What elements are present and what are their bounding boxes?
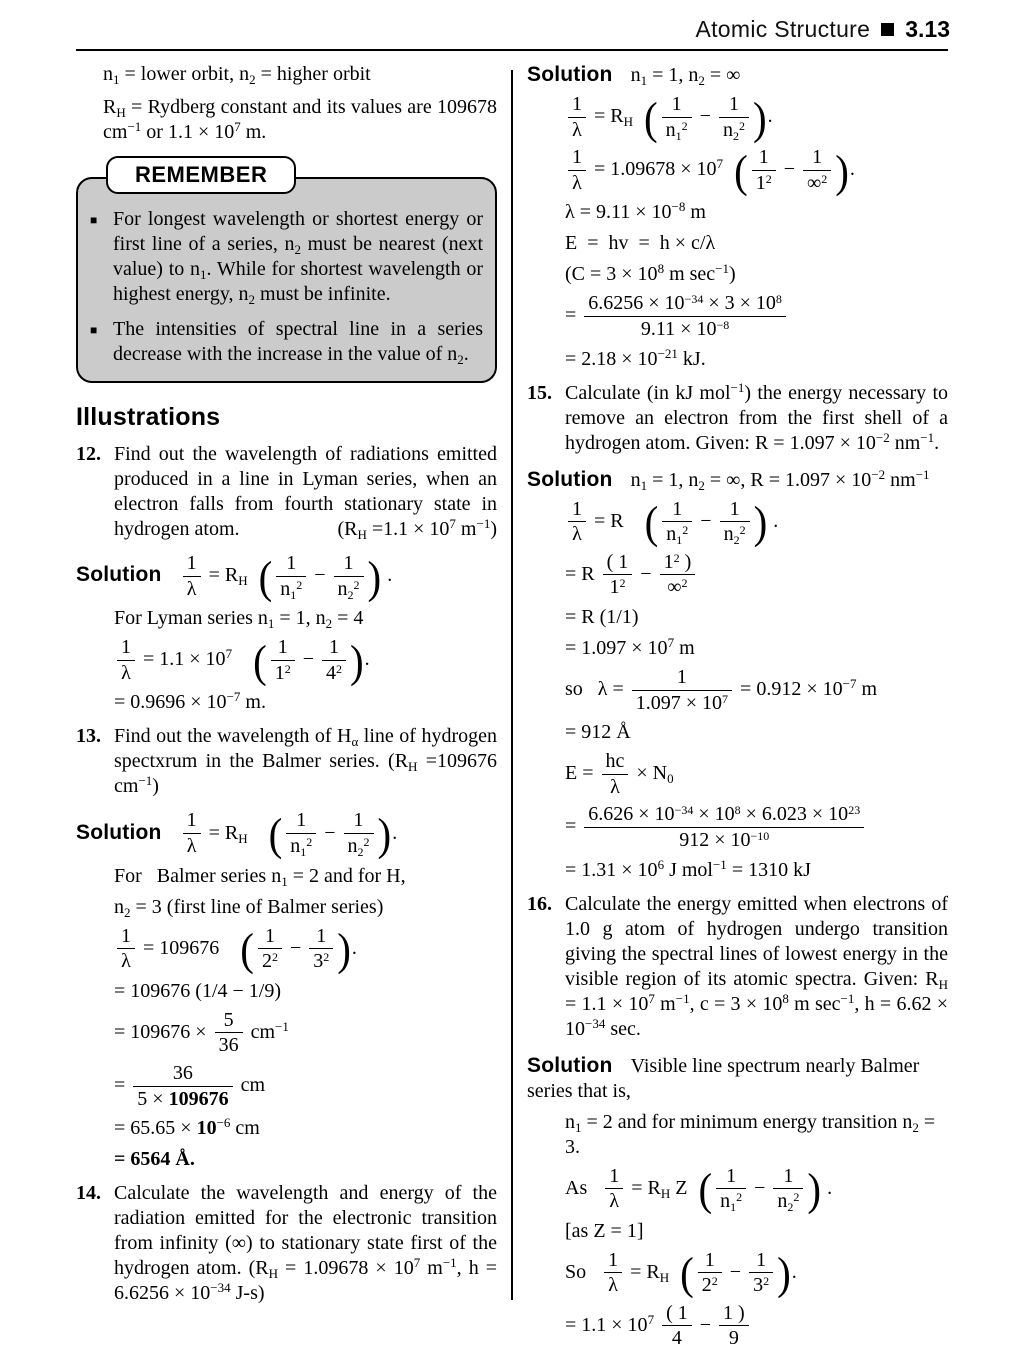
fraction-denominator: λ [609, 1190, 620, 1213]
fraction-numerator: 1 [632, 667, 732, 691]
fraction-numerator: 1 [271, 637, 295, 661]
solution-label: Solution [527, 63, 613, 86]
fraction-denominator: 4 [671, 1327, 682, 1350]
subscript: 2 [357, 844, 364, 859]
fraction [584, 293, 786, 340]
fraction [719, 1303, 749, 1350]
remember-bullet [88, 207, 483, 307]
column-divider [511, 70, 513, 1300]
solution-label: Solution [527, 1053, 613, 1077]
equation: $n_2 = 3$ (first line of Balmer series) [114, 895, 384, 920]
superscript: 7 [449, 516, 456, 531]
fraction [568, 147, 586, 194]
superscript: 2 [673, 550, 680, 565]
solution-block [527, 467, 948, 493]
fraction-denominator: λ [572, 118, 582, 141]
subscript: 1 [281, 873, 288, 889]
subscript: 2 [457, 352, 464, 367]
fraction-numerator: 1 [698, 1250, 722, 1274]
superscript: 7 [413, 1255, 421, 1271]
header-square-icon [881, 23, 894, 36]
equation: = 109676 (1/4 − 1/9) [114, 979, 281, 1002]
fraction-numerator: 1 [309, 926, 333, 950]
fraction-numerator: $1^2$ ) [660, 552, 696, 576]
bold-text: = 6564 Å. [114, 1148, 195, 1171]
superscript: 8 [657, 261, 665, 277]
subscript: H [659, 1269, 670, 1285]
fraction [698, 1250, 722, 1297]
chapter-title: Atomic Structure [695, 16, 871, 42]
fraction [215, 1010, 243, 1057]
subscript: α [351, 734, 359, 750]
fraction-denominator: ∞$^2$ [667, 576, 688, 599]
subscript: 2 [732, 128, 739, 143]
fraction-denominator: λ [572, 523, 582, 546]
fraction-denominator: $912 \times 10^{-10}$ [679, 828, 770, 851]
illustration-item [527, 892, 948, 1042]
fraction [749, 1250, 773, 1297]
equation: For Lyman series $n_1 = 1$, $n_2 = 4$ [114, 607, 364, 632]
superscript: 2 [306, 834, 313, 849]
fraction-denominator: $n_1^2$ [280, 577, 303, 602]
fraction-numerator: $6.6256 \times 10^{-34} \times 3 \times 10^8$ [584, 293, 786, 317]
subscript: 1 [199, 267, 207, 282]
equation: = $\frac{6.6256 \times 10^{-34} \times 3 \times 10^8}{9.11 \times 10^{-8}}$ [527, 293, 948, 340]
solution-content: $n_1 = 1$, $n_2$ = ∞, $R = 1.097 \times 10^{-2}$ $nm^{-1}$ [630, 466, 930, 493]
equation: = $2.18 \times 10^{-21}$ kJ. [565, 345, 706, 370]
fraction-denominator: $n_1^2$ [290, 834, 313, 859]
fraction-numerator: hc [602, 751, 629, 775]
subscript: H [238, 573, 248, 589]
equation: $\frac{1}{\lambda}$ = R ( $\frac{1}{n_1^2}$ − $\frac{1}{n_2^2}$ ) . [527, 499, 948, 546]
item-number: 16. [527, 892, 552, 915]
equation: = 109676 × $\frac{5}{36}$ $cm^{-1}$ [114, 1008, 289, 1057]
solution-block [527, 1053, 948, 1104]
equation: $n_1 = 2$ and for minimum energy transition $n_2 = 3$. [565, 1110, 936, 1158]
subscript: H [268, 1266, 278, 1282]
fraction-denominator: $2^2$ [261, 950, 278, 973]
fraction-denominator: $n_1^2$ [666, 523, 689, 548]
superscript: −8 [716, 317, 730, 332]
superscript: −1 [715, 261, 729, 277]
fraction-numerator: 1 [604, 1250, 622, 1274]
fraction-denominator: $1^2$ [274, 661, 291, 684]
superscript: 2 [336, 661, 342, 676]
fraction-denominator: $3^2$ [753, 1274, 770, 1297]
fraction-denominator: $n_2^2$ [722, 118, 745, 143]
solution-label: Solution [527, 467, 613, 491]
item-note: ($R_H =1.1 \times 10^7$ $m^{-1}$) [337, 516, 497, 542]
equation: E = hv = h × c/λ [565, 232, 716, 255]
fraction [334, 553, 364, 600]
fraction-numerator: 1 [183, 810, 201, 834]
equation: = 912 Å [565, 721, 631, 744]
item-text: Calculate the energy emitted when electrons of 1.0 g atom of hydrogen undergo transition giving the spectral lines of lowest energy in the visible region of its atomic spectra. Given: $R_H = 1.1 \times 10^7$ $m^{-1}$, $c = 3 \times 10^8$ m $\sec^{-1}$, $h = 6.62 \times 10^{-34}$ sec. [565, 892, 949, 1040]
subscript: 0 [667, 771, 674, 787]
superscript: 7 [225, 646, 233, 662]
remember-label: REMEMBER [106, 156, 296, 194]
solution-label: Solution [76, 563, 162, 587]
fraction-denominator: $n_2^2$ [777, 1190, 800, 1215]
subscript: 1 [676, 533, 683, 548]
bullet-square-icon: ■ [90, 323, 98, 337]
subscript: H [408, 759, 418, 775]
fraction [183, 553, 201, 600]
subscript: 2 [698, 73, 705, 88]
fraction-numerator: 1 [258, 926, 282, 950]
superscript: 7 [647, 1312, 655, 1328]
fraction-denominator: $n_2^2$ [347, 834, 370, 859]
bold-text: 10 [196, 1117, 217, 1140]
fraction [276, 553, 306, 600]
illustration-item [527, 381, 948, 456]
equation: = $65.65 \times 10^{-6}$ cm [114, 1115, 260, 1140]
fraction-denominator: $9.11 \times 10^{-8}$ [640, 317, 730, 340]
bold-text: 109676 [168, 1087, 229, 1110]
fraction-numerator: 1 [662, 94, 692, 118]
subscript: 2 [325, 616, 333, 632]
fraction [662, 1303, 692, 1350]
superscript: −1 [138, 773, 153, 789]
fraction-numerator: $6.626 \times 10^{-34} \times 10^8 \times 6.023 \times 10^{23}$ [584, 804, 864, 828]
fraction-numerator: 1 [720, 499, 750, 523]
subscript: 1 [675, 128, 682, 143]
fraction [584, 804, 864, 851]
bullet-text: For longest wavelength or shortest energy or first line of a series, $n_2$ must be nearest (next value) to $n_1$. While for shortest wavelength or highest energy, $n_2$ must be infinite. [113, 208, 484, 307]
fraction-numerator: 1 [716, 1166, 746, 1190]
superscript: 2 [284, 661, 291, 676]
illustration-item [76, 442, 497, 542]
equation: so λ = $\frac{1}{1.097 \times 10^7}$ = $0.912 \times 10^{-7}$ m [565, 665, 878, 714]
superscript: −8 [671, 199, 686, 215]
superscript: 7 [722, 691, 729, 706]
content-columns [76, 62, 948, 1356]
superscript: 2 [323, 950, 330, 965]
superscript: −1 [476, 516, 491, 531]
solution-label: Solution [76, 820, 162, 844]
fraction-numerator: 1 [719, 94, 749, 118]
equation: As $\frac{1}{\lambda}$ = $R_H$ Z ( $\frac{1}{n_1^2}$ − $\frac{1}{n_2^2}$ ) . [565, 1163, 833, 1215]
fraction-numerator: 1 [344, 810, 374, 834]
superscript: 2 [296, 577, 303, 592]
equation: $\frac{1}{\lambda}$ = $R_H$ ( $\frac{1}{n_1^2}$ − $\frac{1}{n_2^2}$ ). [527, 94, 948, 141]
fraction-numerator: 5 [215, 1010, 243, 1034]
fraction [720, 499, 750, 546]
superscript: 7 [648, 990, 655, 1006]
subscript: 1 [290, 587, 297, 602]
item-text: Calculate (in kJ mol$^{-1}$) the energy necessary to remove an electron from the first shell of a hydrogen atom. Given: $R = 1.097 \times 10^{-2}$ $nm^{-1}$. [565, 379, 948, 454]
fraction-numerator: 1 [322, 637, 346, 661]
superscript: 2 [763, 1274, 770, 1289]
illustration-item [76, 724, 497, 799]
superscript: 2 [353, 577, 360, 592]
subscript: 2 [698, 477, 705, 493]
fraction [286, 810, 316, 857]
illustration-item [76, 1181, 497, 1306]
superscript: −2 [871, 466, 886, 482]
fraction-numerator: 1 [752, 147, 776, 171]
fraction-denominator: λ [572, 171, 582, 194]
fraction-numerator: 1 [276, 553, 306, 577]
equation: So $\frac{1}{\lambda}$ = $R_H$ ( $\frac{1}{2^2}$ − $\frac{1}{3^2}$ ). [565, 1247, 797, 1299]
fraction-denominator: $1.097 \times 10^7$ [635, 691, 729, 714]
solution-block [527, 62, 948, 88]
subscript: 1 [730, 1200, 737, 1215]
equation: = $1.097 \times 10^7$ m [565, 634, 695, 659]
subscript: 1 [267, 616, 275, 632]
fraction [632, 667, 732, 714]
superscript: 2 [619, 576, 626, 591]
superscript: −1 [920, 429, 935, 445]
superscript: −1 [275, 1018, 289, 1034]
fraction [662, 94, 692, 141]
superscript: −1 [915, 466, 930, 482]
fraction [117, 926, 135, 973]
solution-content: Visible line spectrum nearly Balmer series that is, [527, 1054, 920, 1102]
subscript: H [238, 830, 248, 846]
fraction-denominator: λ [121, 950, 131, 973]
subscript: 2 [733, 533, 740, 548]
fraction-numerator: ( 1 [603, 552, 633, 576]
subscript: 2 [248, 292, 256, 307]
fraction-denominator: ∞$^2$ [807, 171, 828, 194]
superscript: −7 [842, 676, 857, 692]
equation: $\lambda = 9.11 \times 10^{-8}$ m [565, 199, 706, 224]
item-number: 13. [76, 725, 101, 748]
superscript: 2 [271, 950, 278, 965]
subscript: 2 [249, 72, 256, 87]
superscript: −2 [875, 429, 890, 445]
solution-block [76, 808, 497, 860]
fraction-numerator: 1 [605, 1166, 623, 1190]
header-rule [76, 49, 948, 51]
superscript: 2 [711, 1274, 718, 1289]
paragraph: $n_1$ = lower orbit, $n_2$ = higher orbit [103, 63, 371, 87]
fraction [773, 1166, 803, 1213]
fraction-denominator: 9 [728, 1327, 739, 1350]
superscript: 2 [765, 171, 772, 186]
superscript: 2 [363, 834, 370, 849]
bullet-text: The intensities of spectral line in a series decrease with the increase in the value of $n_2$. [113, 318, 483, 367]
fraction-numerator: 1 [334, 553, 364, 577]
superscript: −1 [127, 119, 142, 134]
equation: ($C = 3 \times 10^8$ m $\sec^{-1}$) [565, 261, 736, 286]
fraction-denominator: $n_1^2$ [665, 118, 688, 143]
fraction [344, 810, 374, 857]
section-heading: Illustrations [76, 403, 221, 431]
fraction-numerator: 1 [568, 499, 586, 523]
fraction [662, 499, 692, 546]
subscript: 1 [640, 477, 648, 493]
superscript: 2 [682, 523, 689, 538]
fraction-denominator: $2^2$ [701, 1274, 718, 1297]
subscript: H [938, 976, 948, 992]
fraction [271, 637, 295, 684]
fraction-denominator: λ [121, 661, 131, 684]
fraction-numerator: 1 [286, 810, 316, 834]
superscript: 2 [738, 118, 745, 133]
equation: = R (1/1) [565, 605, 639, 628]
fraction [605, 1166, 623, 1213]
fraction-denominator: $1^2$ [609, 576, 626, 599]
fraction-denominator: λ [186, 834, 197, 857]
superscript: −1 [712, 856, 727, 872]
page-number: 3.13 [905, 16, 950, 42]
item-number: 12. [76, 443, 101, 465]
superscript: −1 [442, 1255, 457, 1271]
fraction [258, 926, 282, 973]
fraction-denominator: $3^2$ [313, 950, 330, 973]
fraction-denominator: $n_2^2$ [723, 523, 746, 548]
subscript: 2 [787, 1200, 794, 1215]
item-text: Find out the wavelength of radiations emitted produced in a line in Lyman series, when an electron falls from fourth stationary state in hydrogen atom. ($R_H =1.1 \times 10^7$ $m^{-1}$) [114, 443, 497, 542]
superscript: 2 [681, 576, 688, 591]
item-text: Calculate the wavelength and energy of the radiation emitted for the electronic transition from infinity (∞) to stationary state first of the hydrogen atom. ($R_H = 1.09678 \times 10^7$ $m^{-1}$, $h = 6.6256 \times 10^{-34}$ J-s) [114, 1182, 498, 1305]
fraction-denominator: 5 × 109676 [137, 1087, 229, 1110]
superscript: 2 [736, 1190, 743, 1205]
fraction [602, 751, 629, 798]
superscript: 2 [793, 1190, 800, 1205]
superscript: 8 [782, 990, 789, 1006]
fraction-numerator: 1 [803, 147, 831, 171]
solution-content: $\frac{1}{\lambda}$ = $R_H$ ( $\frac{1}{n_1^2}$ − $\frac{1}{n_2^2}$ ) . [180, 564, 393, 586]
fraction [752, 147, 776, 194]
paragraph: $R_H$ = Rydberg constant and its values are 109678 $cm^{-1}$ or $1.1 \times 10^7$ m. [103, 96, 497, 143]
fraction [322, 637, 346, 684]
fraction-denominator: $n_1^2$ [720, 1190, 743, 1215]
fraction [568, 94, 586, 141]
superscript: −1 [675, 990, 690, 1006]
fraction-numerator: 1 [183, 553, 201, 577]
solution-content: $n_1 = 1$, $n_2$ = ∞ [630, 64, 741, 88]
equation: = $1.1 \times 10^7$ $\frac{( 1}{4}$ − $\frac{1 )}{9}$ [527, 1303, 948, 1350]
subscript: H [623, 114, 634, 130]
fraction [603, 552, 633, 599]
fraction [117, 637, 135, 684]
fraction [660, 552, 696, 599]
superscript: −10 [750, 828, 770, 843]
subscript: 1 [575, 1119, 582, 1135]
superscript: −34 [585, 1015, 606, 1031]
fraction-denominator: λ [610, 775, 620, 798]
fraction-denominator: $4^2$ [326, 661, 342, 684]
solution-block [76, 553, 497, 600]
superscript: −1 [730, 379, 745, 395]
equation: $\frac{1}{\lambda}$ = $1.1 \times 10^7$ ( $\frac{1}{1^2}$ − $\frac{1}{4^2}$ ). [76, 637, 497, 684]
equation: [as Z = 1] [565, 1219, 644, 1242]
subscript: H [116, 105, 126, 120]
superscript: −34 [684, 292, 704, 307]
fraction-numerator: 36 [133, 1063, 232, 1087]
fraction-numerator: ( 1 [662, 1303, 692, 1327]
fraction-denominator: $1^2$ [755, 171, 772, 194]
fraction [183, 810, 201, 857]
superscript: 8 [734, 803, 741, 818]
fraction-numerator: 1 [117, 926, 135, 950]
superscript: 2 [681, 118, 688, 133]
remember-bullet [88, 317, 483, 367]
superscript: 7 [234, 119, 241, 134]
bullet-square-icon: ■ [90, 213, 98, 227]
fraction [803, 147, 831, 194]
fraction-numerator: 1 [568, 94, 586, 118]
subscript: 1 [640, 73, 648, 88]
superscript: 2 [739, 523, 746, 538]
superscript: 6 [657, 856, 665, 872]
equation: = $0.9696 \times 10^{-7}$ m. [114, 689, 266, 714]
subscript: H [357, 527, 367, 542]
fraction-denominator: $n_2^2$ [337, 577, 360, 602]
fraction-denominator: 36 [218, 1034, 239, 1057]
fraction-numerator: 1 [117, 637, 135, 661]
fraction [716, 1166, 746, 1213]
fraction [604, 1250, 622, 1297]
subscript: 1 [113, 72, 120, 87]
subscript: 2 [912, 1119, 919, 1135]
subscript: 2 [294, 242, 301, 257]
equation: E = $\frac{hc}{\lambda}$ × $N_0$ [565, 750, 674, 798]
superscript: 7 [716, 156, 724, 172]
fraction [309, 926, 333, 973]
superscript: −34 [674, 803, 694, 818]
left-column [76, 62, 497, 1356]
fraction-numerator: 1 ) [719, 1303, 749, 1327]
fraction-numerator: 1 [749, 1250, 773, 1274]
item-text: Find out the wavelength of $H_\alpha$ line of hydrogen spectxrum in the Balmer series. ($R_H =109676$ $cm^{-1}$) [114, 725, 497, 798]
equation: $\frac{1}{\lambda}$ = 109676 ( $\frac{1}{2^2}$ − $\frac{1}{3^2}$ ). [76, 926, 497, 973]
superscript: 2 [821, 171, 828, 186]
remember-box [76, 162, 497, 383]
superscript: 7 [667, 634, 675, 650]
equation: For Balmer series $n_1 = 2$ and for H, [114, 864, 406, 889]
item-number: 14. [76, 1182, 101, 1205]
fraction-numerator: 1 [568, 147, 586, 171]
page-header [695, 16, 950, 43]
item-number: 15. [527, 381, 552, 404]
fraction [568, 499, 586, 546]
right-column [527, 62, 948, 1356]
fraction [719, 94, 749, 141]
equation: $\frac{1}{\lambda}$ = $1.09678 \times 10^7$ ( $\frac{1}{1^2}$ − $\frac{1}{\infty^2}$ ). [527, 147, 948, 194]
superscript: −1 [840, 990, 855, 1006]
fraction-numerator: 1 [773, 1166, 803, 1190]
subscript: 1 [300, 844, 307, 859]
equation: = $1.31 \times 10^6$ J mol$^{-1}$ = 1310 kJ [565, 856, 811, 881]
subscript: 2 [124, 904, 131, 920]
superscript: −7 [226, 689, 241, 705]
solution-content: $\frac{1}{\lambda}$ = $R_H$ ( $\frac{1}{n_1^2}$ − $\frac{1}{n_2^2}$ ). [180, 822, 398, 844]
superscript: −6 [216, 1115, 231, 1131]
superscript: 23 [848, 803, 861, 818]
equation [76, 1147, 497, 1172]
superscript: −21 [657, 345, 678, 361]
fraction-denominator: λ [608, 1274, 618, 1297]
remember-list [88, 207, 483, 367]
subscript: 2 [347, 587, 354, 602]
superscript: 8 [775, 292, 782, 307]
equation: = R $\frac{( 1}{1^2}$ − $\frac{1^2 )}{\infty^2}$ [527, 552, 948, 599]
equation: = $\frac{36}{5 \times 109676}$ cm [114, 1061, 265, 1110]
fraction-denominator: λ [186, 577, 197, 600]
equation: = $\frac{6.626 \times 10^{-34} \times 10^8 \times 6.023 \times 10^{23}}{912 \times 10^{-10}}$ [527, 804, 948, 851]
superscript: −34 [210, 1280, 231, 1296]
subscript: H [660, 1185, 671, 1201]
fraction [133, 1063, 232, 1110]
fraction-numerator: 1 [662, 499, 692, 523]
